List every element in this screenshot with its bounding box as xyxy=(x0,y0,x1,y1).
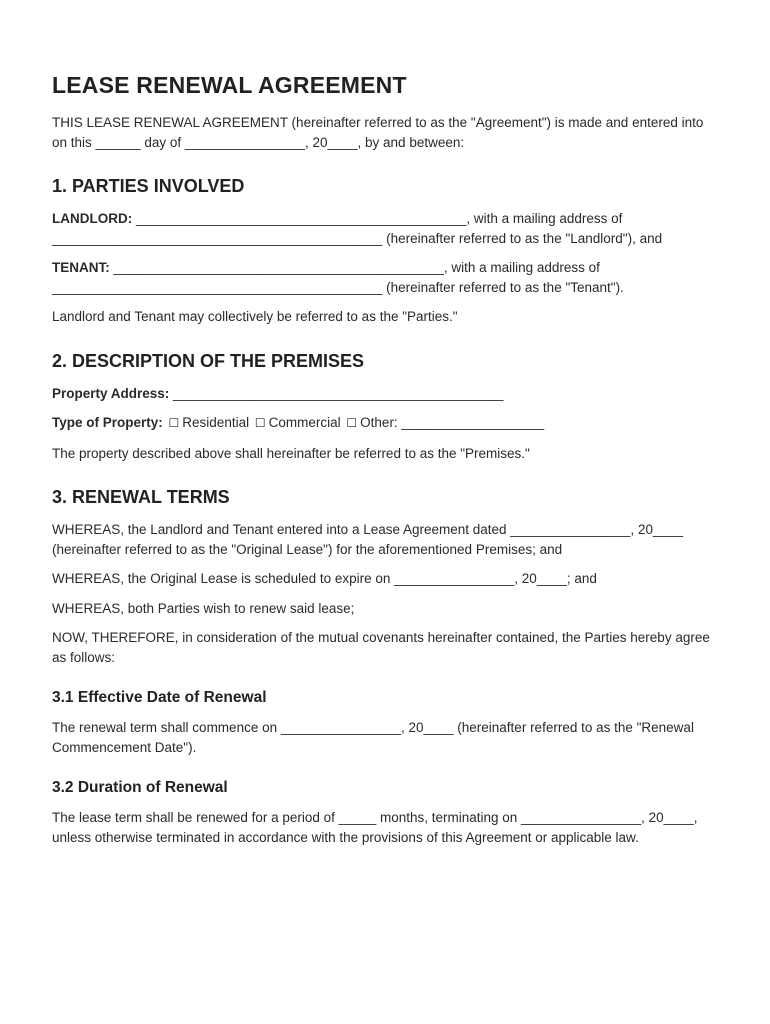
landlord-label: LANDLORD: xyxy=(52,211,133,226)
other-checkbox-icon[interactable]: ☐ xyxy=(346,416,358,430)
collective-paragraph: Landlord and Tenant may collectively be referred to as the "Parties." xyxy=(52,309,458,324)
tenant-text: ____________________________________________, with a mailing address of ____________________________________________ (hereinafter referred to as the "Tenant"). xyxy=(52,260,624,295)
now-therefore-paragraph: NOW, THEREFORE, in consideration of the mutual covenants hereinafter contained, the Parties hereby agree as follows: xyxy=(52,630,710,665)
commercial-checkbox-icon[interactable]: ☐ xyxy=(254,416,266,430)
parties-heading: 1. PARTIES INVOLVED xyxy=(52,176,245,196)
property-address-line xyxy=(52,384,720,404)
other-option-label: Other: ___________________ xyxy=(360,415,545,430)
whereas-original-lease: WHEREAS, the Landlord and Tenant entered into a Lease Agreement dated ________________, 20____ (hereinafter referred to as the "Original Lease") for the aforementioned Premises; and xyxy=(52,522,683,557)
residential-checkbox-icon[interactable]: ☐ xyxy=(168,416,180,430)
residential-option-label: Residential xyxy=(182,415,250,430)
property-type-line xyxy=(52,413,720,434)
subsection-duration xyxy=(52,779,720,847)
property-address-blank: ____________________________________________ xyxy=(169,385,504,401)
whereas-renew: WHEREAS, both Parties wish to renew said lease; xyxy=(52,600,355,616)
property-type-label: Type of Property: xyxy=(52,415,163,430)
premises-heading: 2. DESCRIPTION OF THE PREMISES xyxy=(52,350,365,371)
subsection-effective-date xyxy=(52,689,720,757)
effective-date-heading: 3.1 Effective Date of Renewal xyxy=(52,689,267,706)
renewal-heading: 3. RENEWAL TERMS xyxy=(52,487,230,507)
duration-text: The lease term shall be renewed for a period of _____ months, terminating on ________________, 20____, unless otherwise terminated in accordance with the provisions of this Agreement or applicable law. xyxy=(52,810,698,845)
property-address-label: Property Address: xyxy=(52,385,170,401)
commercial-option-label: Commercial xyxy=(268,415,341,430)
landlord-paragraph xyxy=(52,209,720,248)
section-premises xyxy=(52,351,720,464)
intro-paragraph: THIS LEASE RENEWAL AGREEMENT (hereinafter referred to as the "Agreement") is made and entered into on this ______ day of ________________, 20____, by and between: xyxy=(52,115,704,150)
effective-date-text: The renewal term shall commence on ________________, 20____ (hereinafter referred to as the "Renewal Commencement Date"). xyxy=(52,720,694,755)
whereas-expiration: WHEREAS, the Original Lease is scheduled to expire on ________________, 20____; and xyxy=(52,571,597,586)
landlord-text: ____________________________________________, with a mailing address of ____________________________________________ (hereinafter referred to as the "Landlord"), and xyxy=(52,211,663,246)
tenant-label: TENANT: xyxy=(52,260,110,275)
premises-note: The property described above shall hereinafter be referred to as the "Premises." xyxy=(52,445,530,461)
section-parties xyxy=(52,176,720,327)
section-renewal-terms xyxy=(52,487,720,847)
duration-heading: 3.2 Duration of Renewal xyxy=(52,779,228,796)
document-title: LEASE RENEWAL AGREEMENT xyxy=(52,72,407,98)
tenant-paragraph xyxy=(52,258,720,297)
